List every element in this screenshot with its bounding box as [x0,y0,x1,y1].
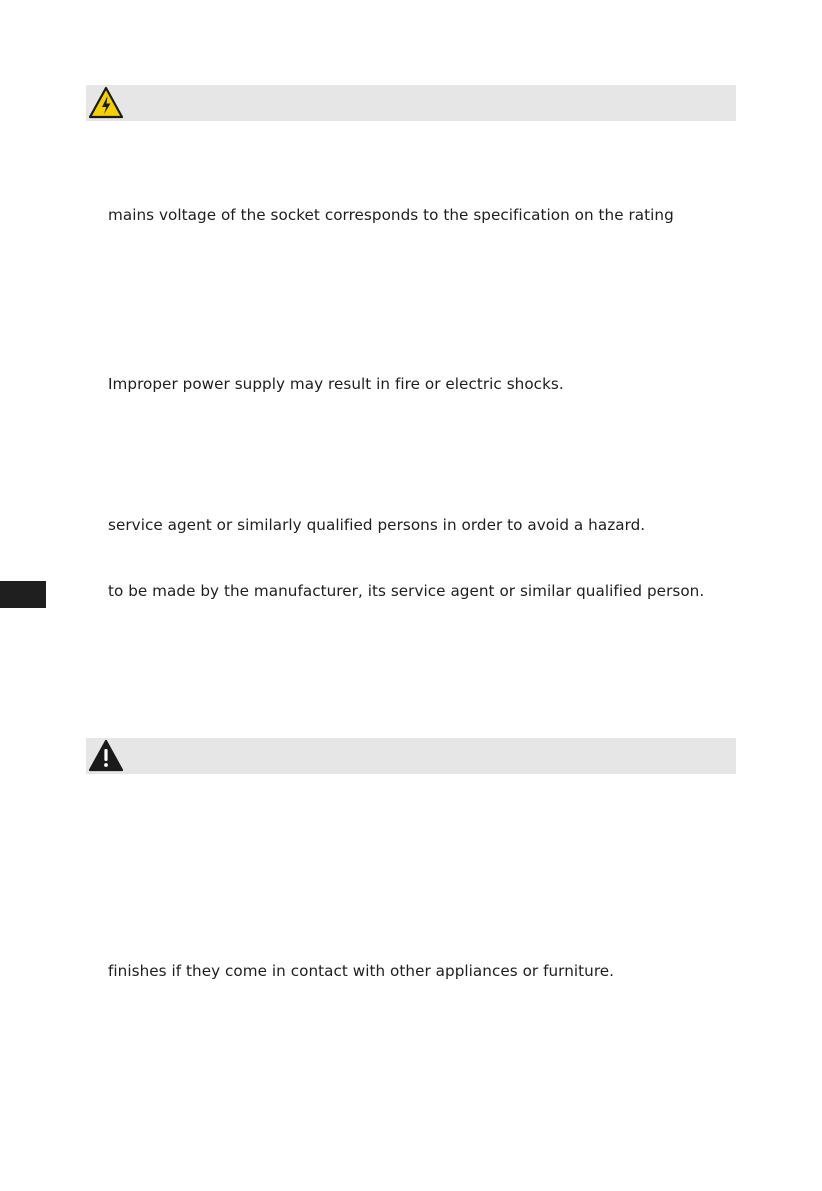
text-line: to be made by the manufacturer, its service agent or similar qualified person. [108,582,705,600]
text-line: service agent or similarly qualified persons in order to avoid a hazard. [108,516,646,534]
text-line: mains voltage of the socket corresponds to the specification on the rating [108,206,674,224]
electric-hazard-warning-icon [88,86,124,120]
general-warning-icon [88,739,124,773]
text-line: Improper power supply may result in fire or electric shocks. [108,375,564,393]
text-line: finishes if they come in contact with other appliances or furniture. [108,962,615,980]
general-warning-banner [86,738,736,774]
electric-warning-banner [86,85,736,121]
side-chapter-tab [0,581,46,608]
